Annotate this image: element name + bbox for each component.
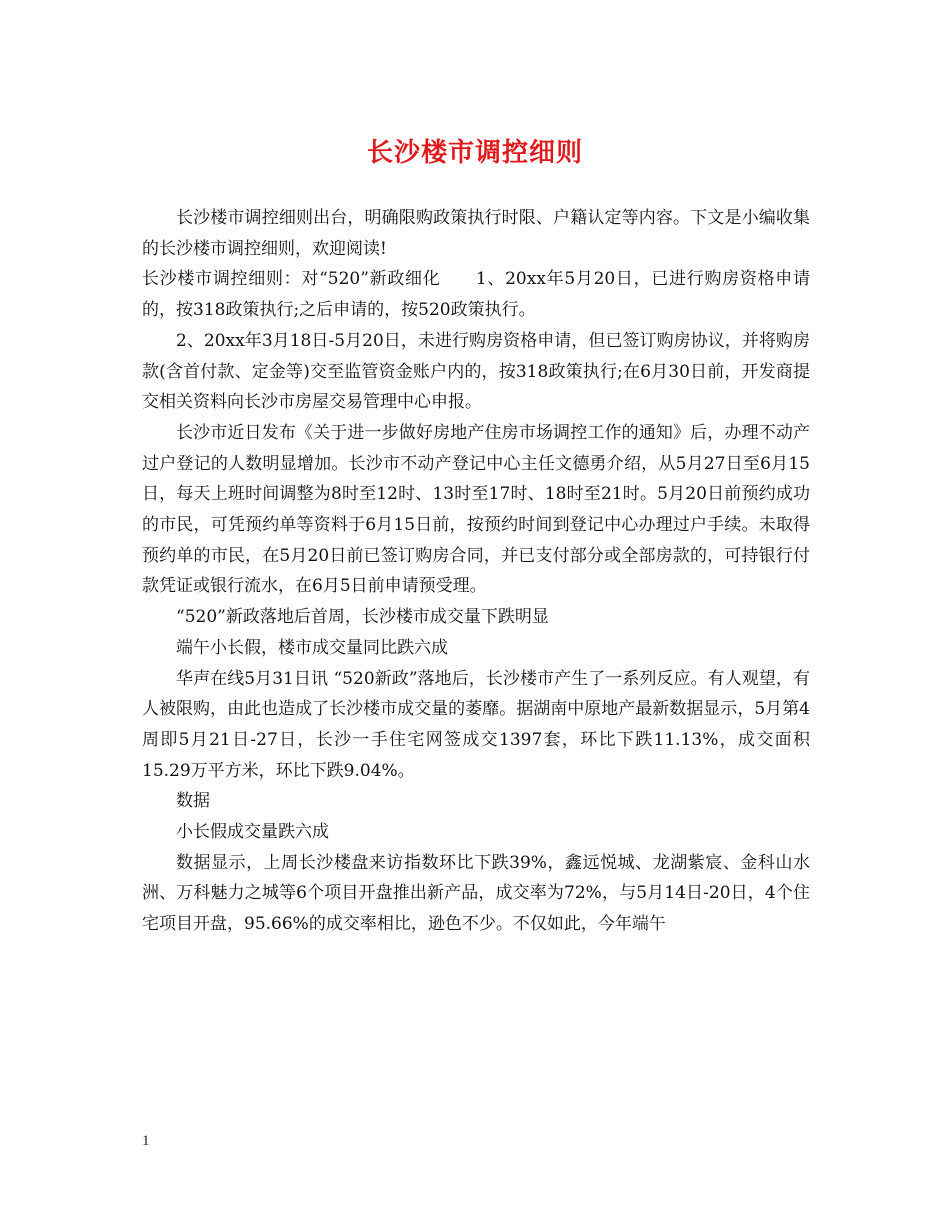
paragraph-news: 华声在线5月31日讯 “520新政”落地后，长沙楼市产生了一系列反应。有人观望，有人被限购，由此也造成了长沙楼市成交量的萎靡。据湖南中原地产最新数据显示，5月第4周即5月21日-27日，长沙一手住宅网签成交1397套，环比下跌11.13%，成交面积15.29万平方米，环比下跌9.04%。 (142, 668, 810, 781)
paragraph-rule-2: 2、20xx年3月18日-5月20日，未进行购房资格申请，但已签订购房协议，并将购房款(含首付款、定金等)交至监管资金账户内的，按318政策执行;在6月30日前，开发商提交相关资料向长沙市房屋交易管理中心申报。 (142, 330, 810, 413)
paragraph-subheading-3: 小长假成交量跌六成 (176, 822, 329, 843)
paragraph-subheading-2: 端午小长假，楼市成交量同比跌六成 (176, 637, 448, 658)
paragraph-subheading-1: “520”新政落地后首周，长沙楼市成交量下跌明显 (176, 607, 549, 628)
paragraph-rule-1: 长沙楼市调控细则：对“520”新政细化 1、20xx年5月20日，已进行购房资格申请的，按318政策执行;之后申请的，按520政策执行。 (142, 269, 810, 321)
paragraph-intro: 长沙楼市调控细则出台，明确限购政策执行时限、户籍认定等内容。下文是小编收集的长沙楼市调控细则，欢迎阅读! (142, 208, 810, 259)
document-body (142, 203, 810, 940)
paragraph-data-label: 数据 (176, 791, 210, 812)
paragraph-data-detail: 数据显示，上周长沙楼盘来访指数环比下跌39%，鑫远悦城、龙湖紫宸、金科山水洲、万科魅力之城等6个项目开盘推出新产品，成交率为72%，与5月14日-20日，4个住宅项目开盘，95.66%的成交率相比，逊色不少。不仅如此，今年端午 (142, 852, 810, 935)
document-title: 长沙楼市调控细则 (366, 138, 583, 168)
page-number: 1 (142, 1133, 150, 1149)
paragraph-registration: 长沙市近日发布《关于进一步做好房地产住房市场调控工作的通知》后，办理不动产过户登记的人数明显增加。长沙市不动产登记中心主任文德勇介绍，从5月27日至6月15日，每天上班时间调整为8时至12时、13时至17时、18时至21时。5月20日前预约成功的市民，可凭预约单等资料于6月15日前，按预约时间到登记中心办理过户手续。未取得预约单的市民，在5月20日前已签订购房合同，并已支付部分或全部房款的，可持银行付款凭证或银行流水，在6月5日前申请预受理。 (142, 422, 810, 597)
